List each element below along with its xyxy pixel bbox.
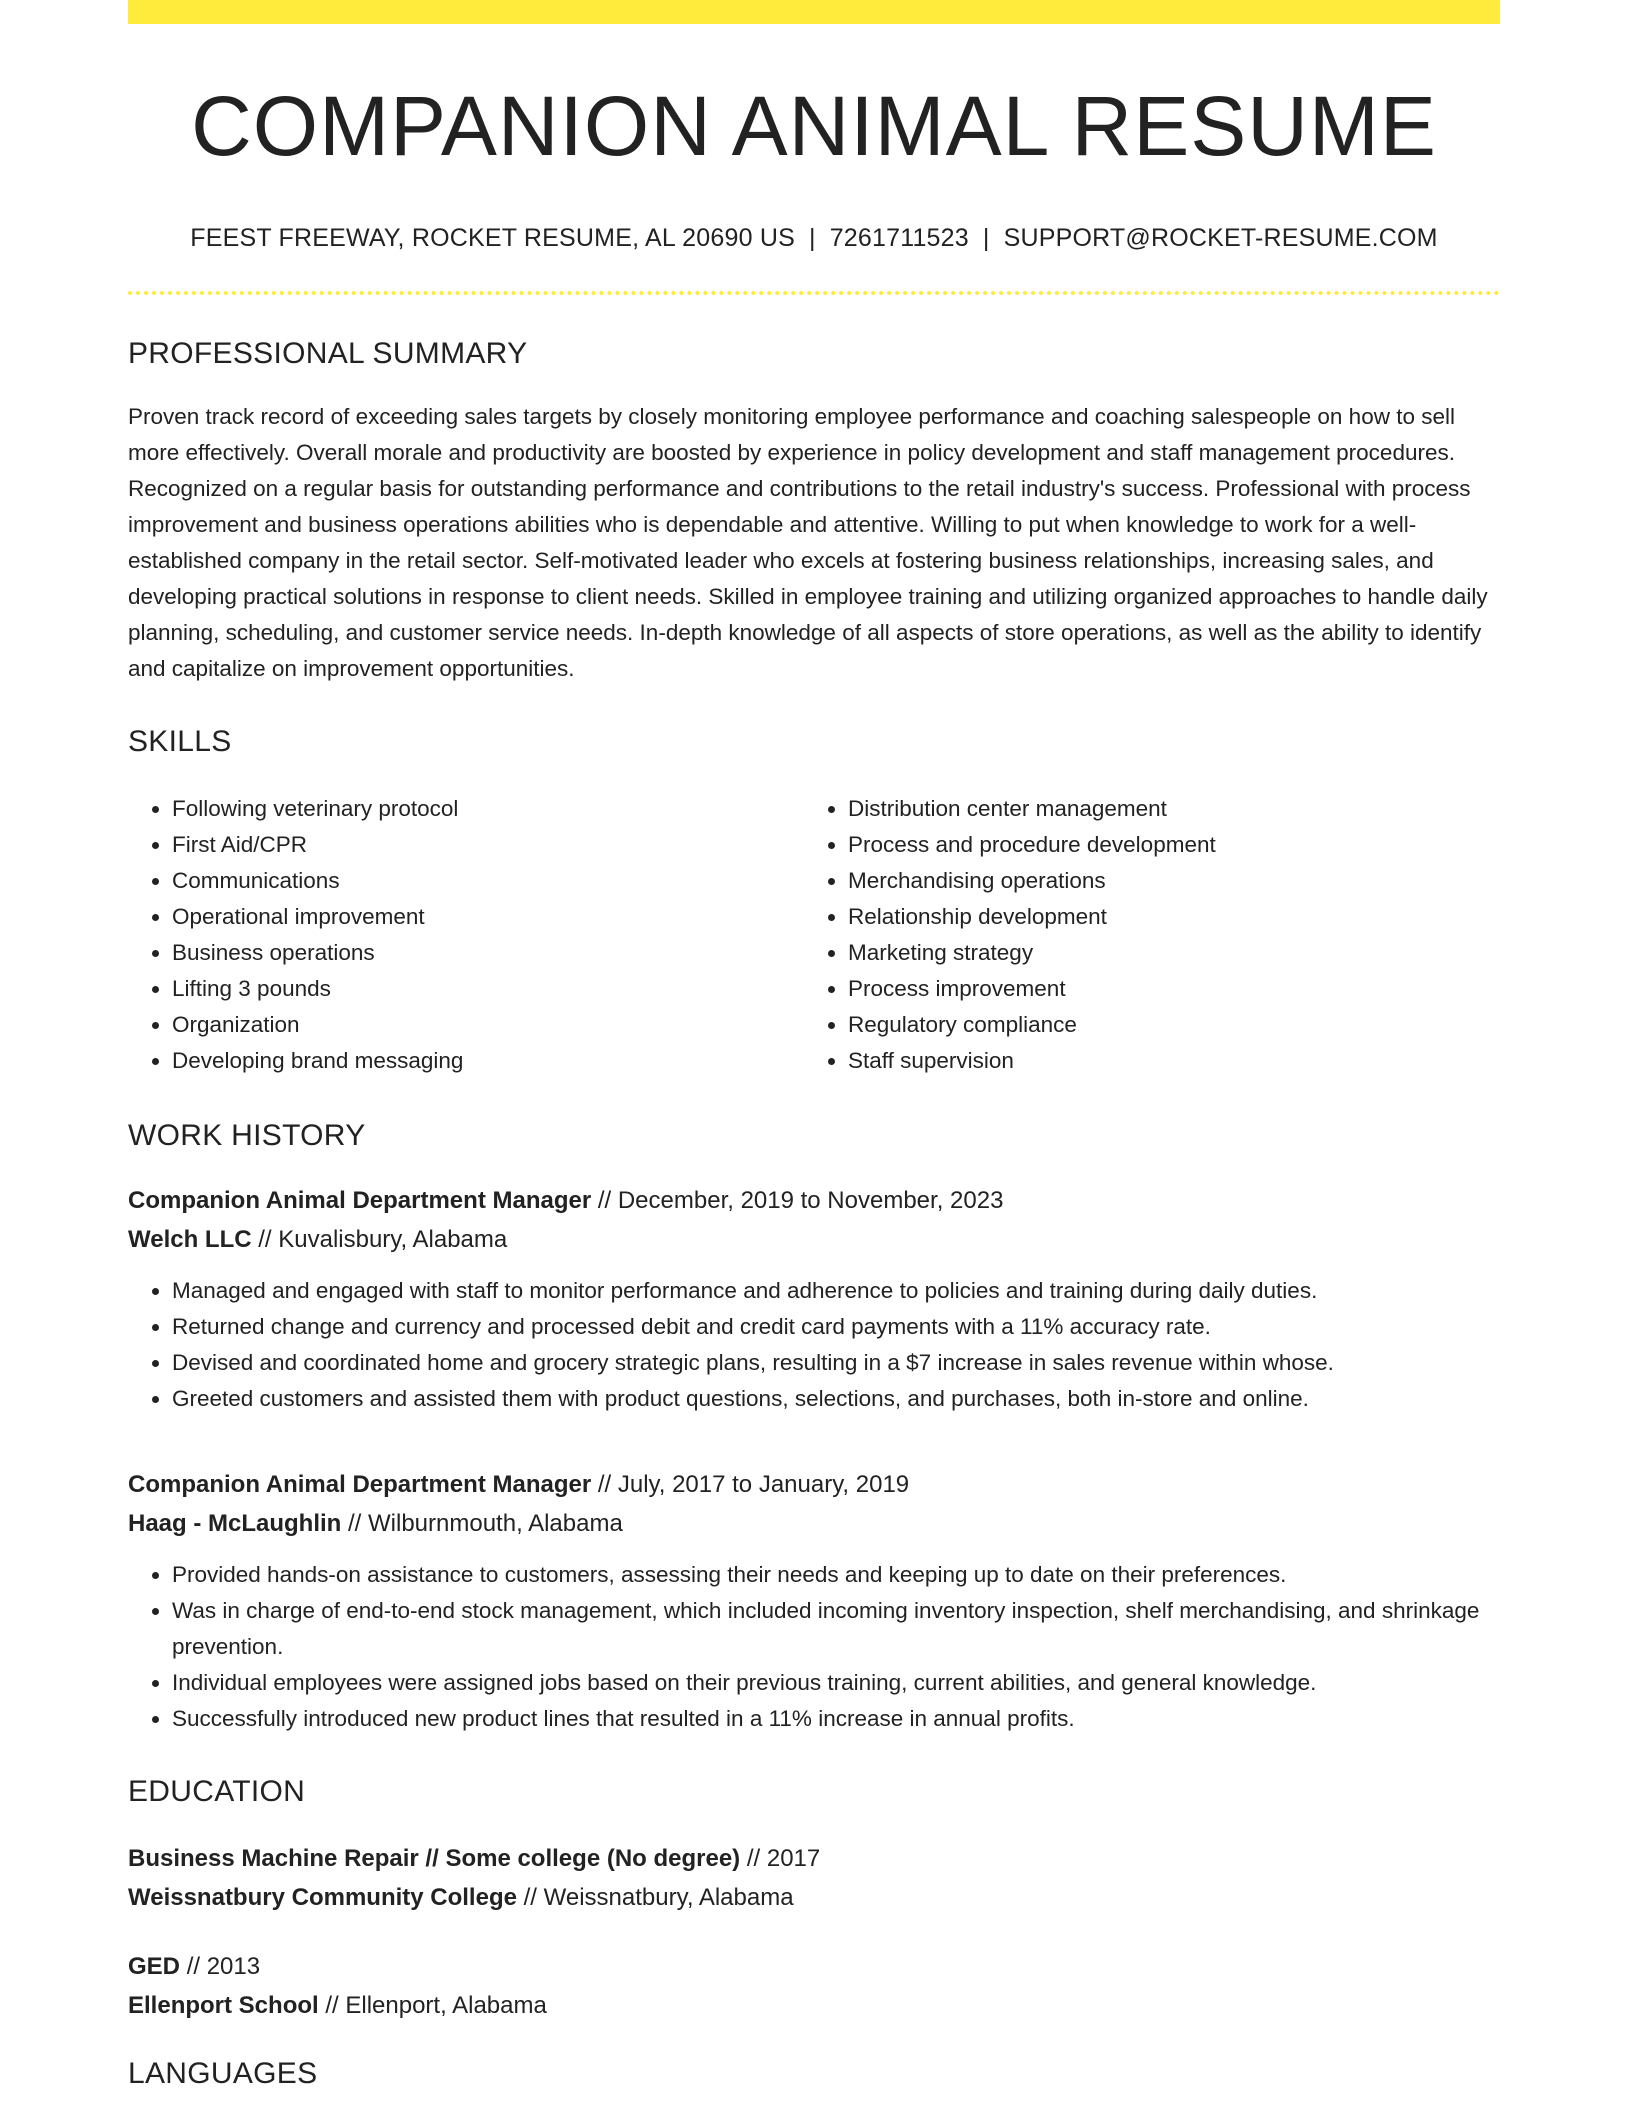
skills-grid <box>128 791 1500 1079</box>
summary-text: Proven track record of exceeding sales targets by closely monitoring employee performance and coaching salespeople on how to sell more effectively. Overall morale and productivity are boosted by experience in policy development and staff management procedures. Recognized on a regular basis for outstanding performance and contributions to the retail industry's success. Professional with process improvement and business operations abilities who is dependable and attentive. Willing to put when knowledge to work for a well-established company in the retail sector. Self-motivated leader who excels at fostering business relationships, increasing sales, and developing practical solutions in response to client needs. Skilled in employee training and utilizing organized approaches to handle daily planning, scheduling, and customer service needs. In-depth knowledge of all aspects of store operations, as well as the ability to identify and capitalize on improvement opportunities. <box>128 404 1488 681</box>
skill-item: • Distribution center management <box>848 791 1500 827</box>
contact-separator: | <box>982 224 990 252</box>
job-bullet: • Provided hands-on assistance to customers, assessing their needs and keeping up to date on their preferences. <box>172 1557 1500 1593</box>
education-degree: Business Machine Repair // Some college (No degree) <box>128 1845 741 1872</box>
education-school: Weissnatbury Community College <box>128 1884 517 1911</box>
job-bullet: • Greeted customers and assisted them with product questions, selections, and purchases, both in-store and online. <box>172 1381 1500 1417</box>
job-entry <box>128 1181 1500 1417</box>
skill-item: • Organization <box>172 1007 804 1043</box>
education-school-line <box>128 1986 1500 2025</box>
contact-phone: 7261711523 <box>829 224 969 252</box>
section-title-languages: LANGUAGES <box>128 2057 318 2090</box>
education-entry <box>128 1839 1500 1917</box>
education-degree: GED <box>128 1953 181 1980</box>
job-bullets <box>128 1557 1500 1737</box>
skill-item: • Merchandising operations <box>848 863 1500 899</box>
section-title-skills: SKILLS <box>128 725 232 758</box>
resume-name: COMPANION ANIMAL RESUME <box>191 79 1437 173</box>
education-location: // Ellenport, Alabama <box>325 1992 547 2019</box>
job-bullet: • Successfully introduced new product lines that resulted in a 11% increase in annual profits. <box>172 1701 1500 1737</box>
education-year: // 2017 <box>746 1845 821 1872</box>
job-entry <box>128 1465 1500 1737</box>
section-title-work-history: WORK HISTORY <box>128 1119 366 1152</box>
job-company: Welch LLC <box>128 1226 252 1253</box>
skill-item: • Staff supervision <box>848 1043 1500 1079</box>
job-role: Companion Animal Department Manager <box>128 1187 592 1214</box>
job-dates: // July, 2017 to January, 2019 <box>597 1471 910 1498</box>
section-title-summary: PROFESSIONAL SUMMARY <box>128 337 528 370</box>
job-dates: // December, 2019 to November, 2023 <box>597 1187 1004 1214</box>
job-bullet: • Devised and coordinated home and grocery strategic plans, resulting in a $7 increase in sales revenue within whose. <box>172 1345 1500 1381</box>
education-degree-line <box>128 1947 1500 1986</box>
contact-separator: | <box>808 224 816 252</box>
skills-list-right <box>804 791 1500 1079</box>
skill-item: • Following veterinary protocol <box>172 791 804 827</box>
contact-email: SUPPORT@ROCKET-RESUME.COM <box>1003 224 1438 252</box>
job-location: // Wilburnmouth, Alabama <box>348 1510 623 1537</box>
skill-item: • Relationship development <box>848 899 1500 935</box>
skill-item: • Business operations <box>172 935 804 971</box>
education-entry <box>128 1947 1500 2025</box>
section-title-education: EDUCATION <box>128 1775 306 1808</box>
job-company: Haag - McLaughlin <box>128 1510 342 1537</box>
skill-item: • Communications <box>172 863 804 899</box>
job-title-line <box>128 1465 1500 1504</box>
job-bullet: • Was in charge of end-to-end stock management, which included incoming inventory inspection, shelf merchandising, and shrinkage prevention. <box>172 1593 1500 1665</box>
job-company-line <box>128 1220 1500 1259</box>
dotted-divider <box>128 291 1500 295</box>
skill-item: • Developing brand messaging <box>172 1043 804 1079</box>
skill-item: • Process improvement <box>848 971 1500 1007</box>
job-bullets <box>128 1273 1500 1417</box>
skill-item: • Operational improvement <box>172 899 804 935</box>
skills-list-left <box>128 791 804 1079</box>
education-degree-line <box>128 1839 1500 1878</box>
job-bullet: • Returned change and currency and processed debit and credit card payments with a 11% accuracy rate. <box>172 1309 1500 1345</box>
job-title-line <box>128 1181 1500 1220</box>
education-school-line <box>128 1878 1500 1917</box>
job-role: Companion Animal Department Manager <box>128 1471 592 1498</box>
education-location: // Weissnatbury, Alabama <box>523 1884 794 1911</box>
skill-item: • Process and procedure development <box>848 827 1500 863</box>
education-school: Ellenport School <box>128 1992 319 2019</box>
job-bullet: • Managed and engaged with staff to monitor performance and adherence to policies and training during daily duties. <box>172 1273 1500 1309</box>
education-year: // 2013 <box>186 1953 261 1980</box>
accent-top-bar <box>128 0 1500 24</box>
job-company-line <box>128 1504 1500 1543</box>
skill-item: • Regulatory compliance <box>848 1007 1500 1043</box>
resume-page <box>128 0 1500 2089</box>
skill-item: • First Aid/CPR <box>172 827 804 863</box>
contact-address: FEEST FREEWAY, ROCKET RESUME, AL 20690 US <box>190 224 795 252</box>
skill-item: • Lifting 3 pounds <box>172 971 804 1007</box>
skill-item: • Marketing strategy <box>848 935 1500 971</box>
job-location: // Kuvalisbury, Alabama <box>258 1226 508 1253</box>
contact-line <box>128 224 1500 253</box>
job-bullet: • Individual employees were assigned jobs based on their previous training, current abilities, and general knowledge. <box>172 1665 1500 1701</box>
